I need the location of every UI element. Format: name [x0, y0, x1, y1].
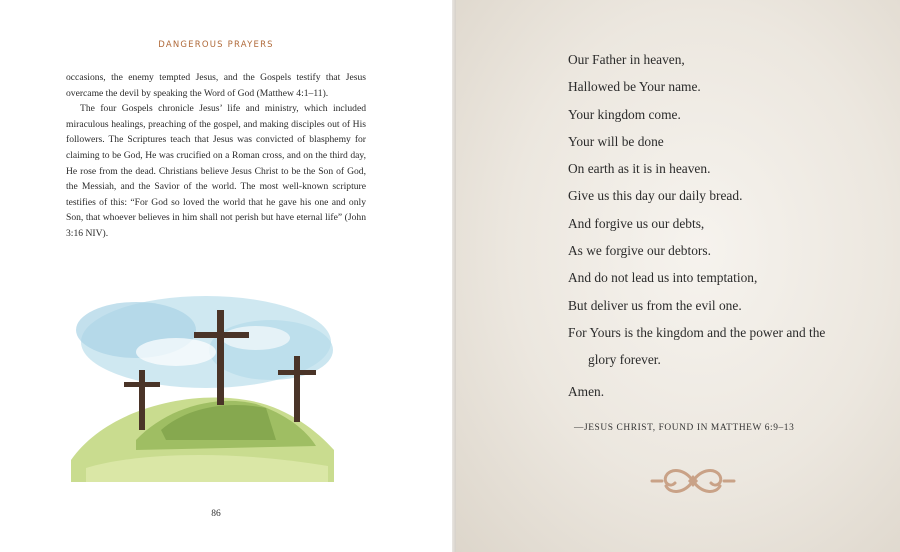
prayer-line: Give us this day our daily bread.: [568, 188, 743, 204]
running-head: DANGEROUS PRAYERS: [158, 40, 274, 50]
prayer-line-amen: Amen.: [568, 383, 605, 399]
paragraph-2: The four Gospels chronicle Jesus’ life and ministry, which included miraculous healings, preaching of the gospel, and making disciples out of His followers. The Scriptures teach that Jesus was convicted of blasphemy for claiming to be God, He was crucified on a Roman cross, and on the third day, He rose from the dead. Christians believe Jesus Christ to be the Son of God, the Messiah, and the Savior of the world. The most well-known scripture testifies of this: “For God so loved the world that he gave his one and only Son, that whoever believes in him shall not perish but have eternal life” (John 3:16 NIV).: [66, 103, 366, 239]
right-page: [456, 0, 900, 552]
prayer-line: Your kingdom come.: [568, 106, 681, 122]
prayer-line: On earth as it is in heaven.: [568, 161, 711, 177]
paragraph-1: occasions, the enemy tempted Jesus, and the Gospels testify that Jesus overcame the devil by speaking the Word of God (Matthew 4:1–11).: [66, 72, 366, 99]
page-number: 86: [211, 509, 221, 519]
flourish-ornament-icon: [648, 460, 738, 502]
prayer-line: But deliver us from the evil one.: [568, 297, 742, 313]
attribution: —JESUS CHRIST, FOUND IN MATTHEW 6:9–13: [574, 423, 795, 433]
prayer-line: And forgive us our debts,: [568, 215, 705, 231]
prayer-line: Hallowed be Your name.: [568, 79, 701, 95]
prayer-line: glory forever.: [588, 352, 661, 368]
body-text: [66, 70, 366, 242]
prayer-line: Our Father in heaven,: [568, 52, 685, 67]
prayer-line: For Yours is the kingdom and the power and the: [568, 324, 826, 340]
prayer-line: And do not lead us into temptation,: [568, 270, 758, 286]
prayer-line: As we forgive our debtors.: [568, 243, 711, 259]
three-crosses-illustration: [66, 290, 336, 490]
prayer-text: [568, 50, 888, 409]
prayer-line: Your will be done: [568, 133, 664, 149]
